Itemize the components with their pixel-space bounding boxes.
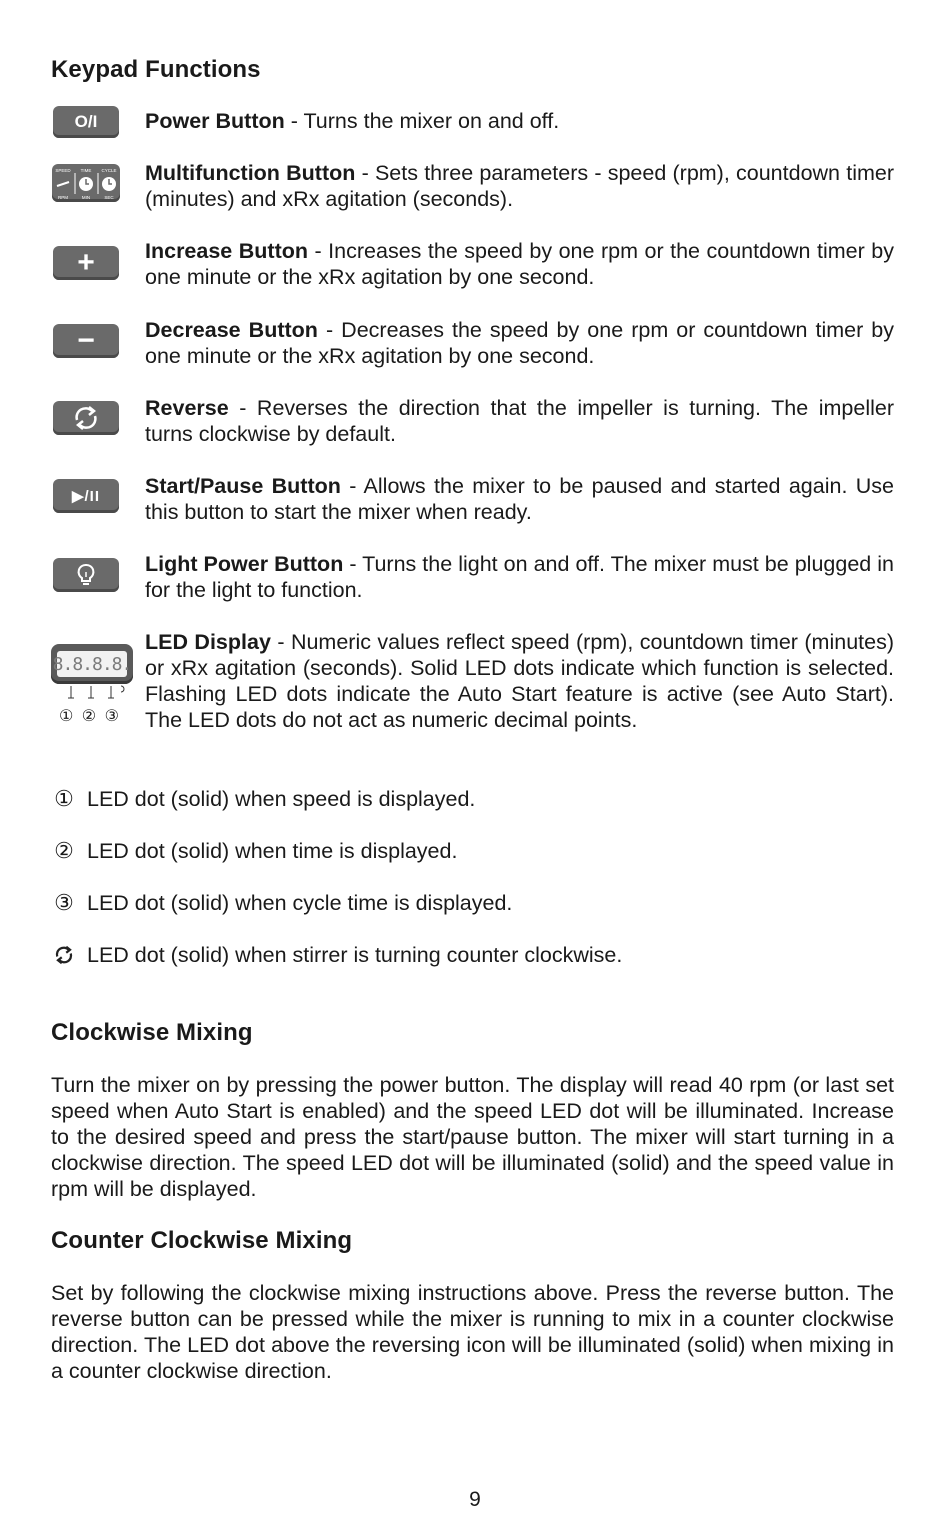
key-desc: - Reverses the direction that the impeller is turning. The impeller turns clockwise by default. bbox=[145, 396, 894, 446]
plus-icon: + bbox=[53, 246, 119, 280]
light-bulb-icon bbox=[53, 558, 119, 592]
key-desc: - Sets three parameters - speed (rpm), countdown timer (minutes) and xRx agitation (seconds). bbox=[145, 161, 894, 211]
minus-icon: − bbox=[53, 324, 119, 358]
circled-two-icon: ② bbox=[54, 838, 74, 863]
key-name: LED Display bbox=[145, 630, 271, 654]
key-desc: - Turns the light on and off. The mixer must be plugged in for the light to function. bbox=[145, 552, 894, 602]
page-number: 9 bbox=[469, 1488, 481, 1511]
section-heading-counter-clockwise: Counter Clockwise Mixing bbox=[51, 1227, 353, 1254]
speed-gauge-icon bbox=[57, 182, 69, 186]
note-time bbox=[51, 838, 457, 864]
key-name: Light Power Button bbox=[145, 552, 344, 576]
reverse-icon bbox=[51, 942, 77, 968]
section-heading-clockwise: Clockwise Mixing bbox=[51, 1019, 253, 1046]
key-name: Power Button bbox=[145, 109, 285, 133]
key-name: Reverse bbox=[145, 396, 229, 420]
note-cycle bbox=[51, 890, 512, 916]
key-name: Start/Pause Button bbox=[145, 474, 341, 498]
multi-label-cycle: CYCLE bbox=[101, 168, 117, 173]
note-text: LED dot (solid) when stirrer is turning counter clockwise. bbox=[87, 943, 623, 967]
decrease-description bbox=[145, 317, 894, 369]
led-display-description bbox=[145, 629, 894, 733]
multifunction-description bbox=[145, 160, 894, 212]
multi-label-sec: SEC bbox=[104, 195, 114, 200]
note-text: LED dot (solid) when speed is displayed. bbox=[87, 787, 476, 811]
multi-label-min: MIN bbox=[81, 195, 91, 200]
circled-three-icon: ③ bbox=[54, 890, 74, 915]
page-title: Keypad Functions bbox=[51, 56, 261, 83]
light-power-description bbox=[145, 551, 894, 603]
power-button-icon: O/I bbox=[53, 106, 119, 138]
multi-label-time: TIME bbox=[80, 168, 92, 173]
section-body-counter-clockwise: Set by following the clockwise mixing instructions above. Press the reverse button. The reverse button can be pressed while the mixer is running to mix in a counter clockwise direction. The LED dot above the reversing icon will be illuminated (solid) when mixing in a counter clockwise direction. bbox=[51, 1281, 894, 1383]
key-desc: - Numeric values reflect speed (rpm), countdown timer (minutes) or xRx agitation (seconds). Solid LED dots indicate which function is selected. Flashing LED dots indicate the Auto Start feature is active (see Auto Start). The LED dots do not act as numeric decimal points. bbox=[145, 630, 894, 732]
key-name: Increase Button bbox=[145, 239, 309, 263]
increase-description bbox=[145, 238, 894, 290]
reverse-description bbox=[145, 395, 894, 447]
key-desc: - Increases the speed by one rpm or the countdown timer by one minute or the xRx agitation by one second. bbox=[145, 239, 894, 289]
key-desc: - Allows the mixer to be paused and started again. Use this button to start the mixer when ready. bbox=[145, 474, 894, 524]
play-pause-icon: ▶/II bbox=[53, 479, 119, 513]
note-counter-clockwise bbox=[51, 942, 622, 968]
led-display-icon bbox=[51, 644, 135, 729]
led-digits: 8.8.8.8. bbox=[57, 651, 127, 677]
note-text: LED dot (solid) when time is displayed. bbox=[87, 839, 458, 863]
start-pause-description bbox=[145, 473, 894, 525]
key-name: Decrease Button bbox=[145, 318, 318, 342]
section-body-clockwise: Turn the mixer on by pressing the power button. The display will read 40 rpm (or last set speed when Auto Start is enabled) and the speed LED dot will be illuminated. Increase to the desired speed and press the start/pause button. The mixer will start turning in a clockwise direction. The speed LED dot will be illuminated (solid) and the speed value in rpm will be displayed. bbox=[51, 1073, 894, 1201]
key-desc: - Turns the mixer on and off. bbox=[284, 109, 560, 133]
key-name: Multifunction Button bbox=[145, 161, 356, 185]
key-desc: - Decreases the speed by one rpm or countdown timer by one minute or the xRx agitation by one second. bbox=[145, 318, 894, 368]
led-markers: ① ② ③ bbox=[59, 708, 121, 725]
multi-label-rpm: RPM bbox=[58, 195, 68, 200]
multi-label-speed: SPEED bbox=[55, 168, 71, 173]
circled-one-icon: ① bbox=[54, 786, 74, 811]
note-speed bbox=[51, 786, 475, 812]
power-description bbox=[145, 108, 894, 134]
reverse-icon bbox=[53, 401, 119, 435]
multifunction-button-icon bbox=[52, 164, 120, 202]
note-text: LED dot (solid) when cycle time is displayed. bbox=[87, 891, 513, 915]
